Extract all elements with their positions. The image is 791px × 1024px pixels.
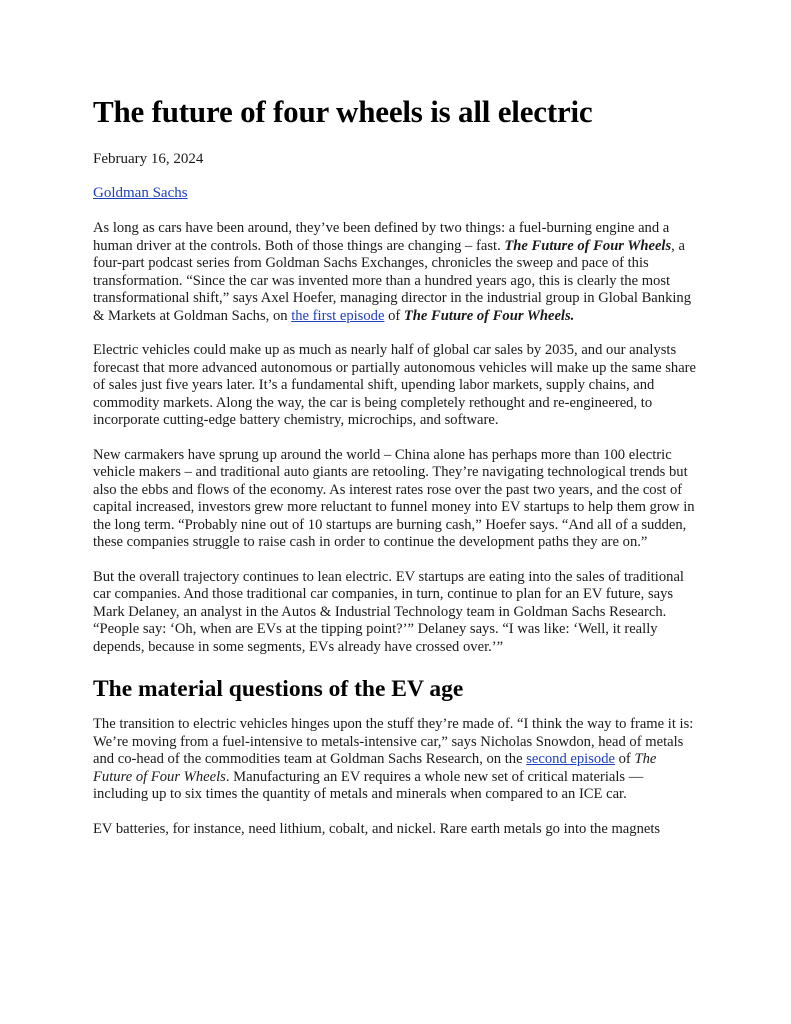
paragraph-4: But the overall trajectory continues to lean electric. EV startups are eating into the sales of traditional car companies. And those traditional car companies, in turn, continue to plan for an EV future, says Mark Delaney, an analyst in the Autos & Industrial Technology team in Goldman Sachs Research. “People say: ‘Oh, when are EVs at the tipping point?’” Delaney says. “I was like: ‘Well, it really depends, because in some segments, EVs already have crossed over.’” xyxy=(93,568,684,655)
p5-text-1: The transition to electric vehicles hinges upon the stuff they’re made of. “I think the way to frame it is: We’re moving from a fuel-intensive to metals-intensive car,” says Nicholas Snowdon, head of metals and co-head of the commodities team at Goldman Sachs Research, on the xyxy=(93,716,694,767)
podcast-title-1: The Future of Four Wheels xyxy=(504,237,672,254)
paragraph-1 xyxy=(93,220,699,325)
paragraph-3: New carmakers have sprung up around the world – China alone has perhaps more than 100 electric vehicle makers – and traditional auto giants are retooling. They’re navigating technological trends but also the ebbs and flows of the economy. As interest rates rose over the past two years, and the cost of capital increased, investors grew more reluctant to funnel money into EV startups to help them grow in the long term. “Probably nine out of 10 startups are burning cash,” Hoefer says. “And all of a sudden, these companies struggle to raise cash in order to continue the development paths they are on.” xyxy=(93,446,695,550)
p1-text-1: As long as cars have been around, they’ve been defined by two things: a fuel-burning engine and a human driver at the controls. Both of those things are changing – fast. xyxy=(93,220,670,254)
paragraph-5 xyxy=(93,716,699,804)
podcast-title-2: The Future of Four Wheels. xyxy=(403,307,575,324)
p1-text-3: of xyxy=(384,307,404,324)
article xyxy=(93,93,699,838)
first-episode-link[interactable]: the first episode xyxy=(291,307,385,324)
source-line xyxy=(93,183,699,203)
article-title: The future of four wheels is all electric xyxy=(93,94,593,129)
second-episode-link[interactable]: second episode xyxy=(526,751,615,767)
p5-text-3: . Manufacturing an EV requires a whole new set of critical materials — including up to six times the quantity of metals and minerals when compared to an ICE car. xyxy=(93,768,644,802)
paragraph-2: Electric vehicles could make up as much as nearly half of global car sales by 2035, and our analysts forecast that more advanced autonomous or partially autonomous vehicles will make up the same share of sales just five years later. It’s a fundamental shift, upending labor markets, supply chains, and commodity markets. Along the way, the car is being completely rethought and re-engineered, to incorporate cutting-edge battery chemistry, microchips, and software. xyxy=(93,342,697,428)
paragraph-6: EV batteries, for instance, need lithium, cobalt, and nickel. Rare earth metals go into the magnets xyxy=(93,820,661,837)
p5-text-2: of xyxy=(614,751,635,767)
source-link[interactable]: Goldman Sachs xyxy=(93,185,188,201)
podcast-title-3: The Future of Four Wheels xyxy=(93,751,657,785)
article-date: February 16, 2024 xyxy=(93,151,204,167)
section-heading: The material questions of the EV age xyxy=(93,676,464,702)
p1-text-2: , a four-part podcast series from Goldman Sachs Exchanges, chronicles the sweep and pace of this transformation. “Since the car was invented more than a hundred years ago, this is clearly the most transformational shift,” says Axel Hoefer, managing director in the industrial group in Global Banking & Markets at Goldman Sachs, on xyxy=(93,237,692,324)
